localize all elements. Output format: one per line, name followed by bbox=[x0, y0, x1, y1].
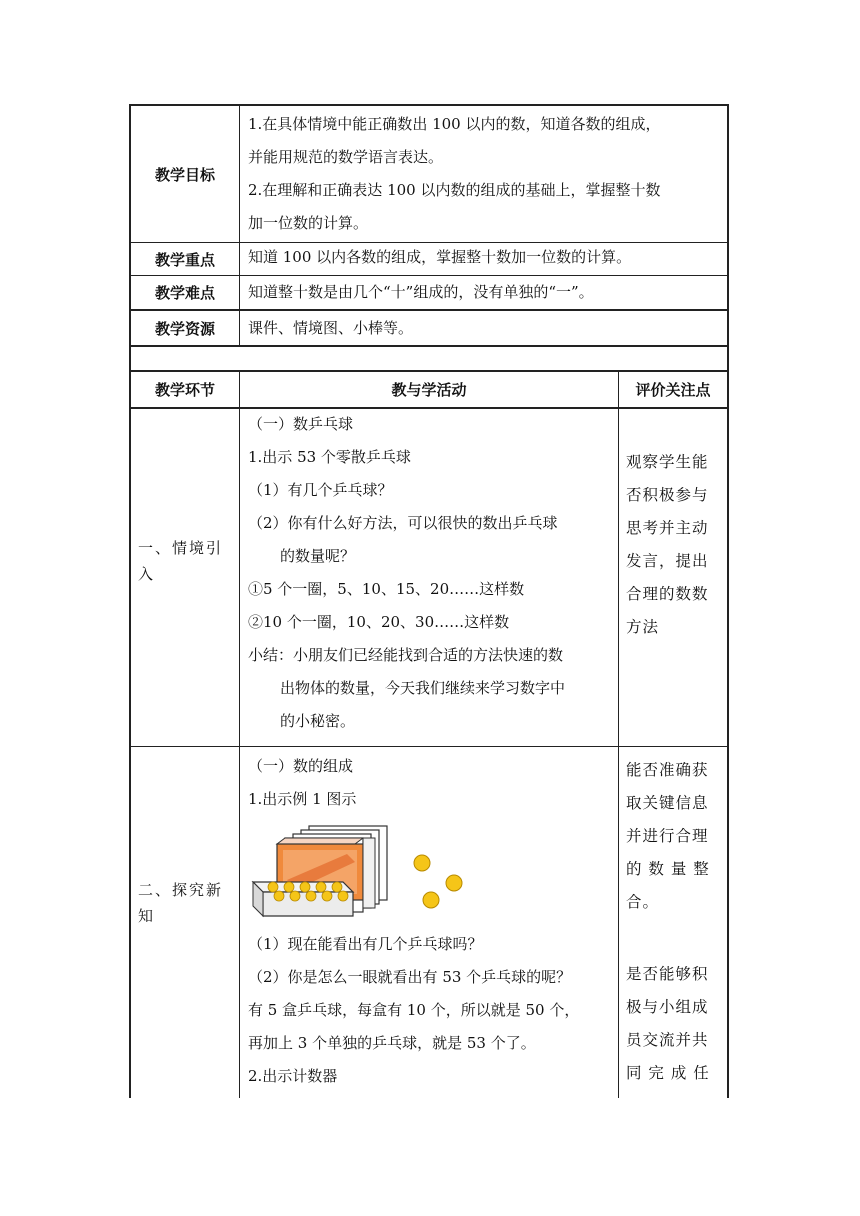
section1-activity bbox=[248, 408, 616, 738]
section2-phase: 二、探究新知 bbox=[138, 881, 224, 925]
goals-text bbox=[248, 108, 726, 240]
focus-line: 并进行合理 bbox=[626, 827, 709, 845]
row-divider-section1 bbox=[129, 746, 729, 747]
activity-line: 的数量呢？ bbox=[280, 547, 356, 565]
loose-balls bbox=[414, 855, 462, 908]
difficulty-text: 知道整十数是由几个“十”组成的，没有单独的“一”。 bbox=[248, 283, 594, 301]
activity-line: （2）你有什么好方法，可以很快的数出乒乓球 bbox=[248, 514, 558, 532]
focus-line: 取关键信息 bbox=[626, 794, 709, 812]
focus-column-divider bbox=[618, 371, 619, 1098]
activity-line: 再加上 3 个单独的乒乓球，就是 53 个了。 bbox=[248, 1034, 536, 1052]
activity-line: ②10 个一圈，10、20、30……这样数 bbox=[248, 613, 510, 631]
activity-line: （一）数乒乓球 bbox=[248, 415, 354, 433]
activity-line: （一）数的组成 bbox=[248, 757, 354, 775]
section2-focus-b bbox=[626, 958, 726, 1090]
goals-line: 加一位数的计算。 bbox=[248, 214, 369, 232]
activity-line: 小结：小朋友们已经能找到合适的方法快速的数 bbox=[248, 646, 564, 664]
focus-line: 极与小组成 bbox=[626, 998, 709, 1016]
focus-line: 发言，提出 bbox=[626, 552, 709, 570]
focus-line: 是否能够积 bbox=[626, 965, 709, 983]
focus-line: 否积极参与 bbox=[626, 486, 709, 504]
key-points-label: 教学重点 bbox=[154, 250, 215, 269]
goals-label: 教学目标 bbox=[154, 165, 215, 184]
section2-activity-top bbox=[248, 750, 616, 816]
key-points-text: 知道 100 以内各数的组成，掌握整十数加一位数的计算。 bbox=[248, 248, 632, 266]
phase-column-divider bbox=[239, 371, 240, 1098]
goals-line: 1.在具体情境中能正确数出 100 以内的数，知道各数的组成， bbox=[248, 115, 661, 133]
focus-line: 合理的数数 bbox=[626, 585, 709, 603]
focus-line: 员交流并共 bbox=[626, 1031, 709, 1049]
open-tray bbox=[253, 882, 353, 916]
header-activity: 教与学活动 bbox=[391, 381, 467, 399]
focus-line: 方法 bbox=[626, 618, 660, 636]
section2-focus-a bbox=[626, 754, 726, 919]
activity-line: 1.出示 53 个零散乒乓球 bbox=[248, 448, 411, 466]
focus-line: 合。 bbox=[626, 893, 660, 911]
activity-line: 2.出示计数器 bbox=[248, 1067, 338, 1085]
goals-line: 并能用规范的数学语言表达。 bbox=[248, 148, 444, 166]
goals-line: 2.在理解和正确表达 100 以内数的组成的基础上，掌握整十数 bbox=[248, 181, 661, 199]
focus-line: 同 完 成 任 bbox=[626, 1064, 710, 1082]
activity-line: 出物体的数量，今天我们继续来学习数字中 bbox=[280, 679, 566, 697]
section1-focus bbox=[626, 446, 726, 644]
focus-line: 思考并主动 bbox=[626, 519, 709, 537]
activity-line: 的小秘密。 bbox=[280, 712, 356, 730]
section1-phase: 一、情境引入 bbox=[138, 539, 224, 583]
activity-line: ①5 个一圈，5、10、15、20……这样数 bbox=[248, 580, 525, 598]
focus-line: 能否准确获 bbox=[626, 761, 709, 779]
section2-activity-bottom bbox=[248, 928, 616, 1093]
activity-line: （1）现在能看出有几个乒乓球吗？ bbox=[248, 935, 483, 953]
header-phase: 教学环节 bbox=[154, 381, 215, 399]
focus-line: 观察学生能 bbox=[626, 453, 709, 471]
activity-line: （1）有几个乒乓球？ bbox=[248, 481, 393, 499]
row-divider-resources bbox=[129, 345, 729, 347]
resources-text: 课件、情境图、小棒等。 bbox=[248, 319, 414, 337]
focus-line: 的 数 量 整 bbox=[626, 860, 710, 878]
resources-label: 教学资源 bbox=[154, 319, 215, 338]
header-focus: 评价关注点 bbox=[635, 381, 711, 399]
table-border-right bbox=[727, 104, 729, 1098]
ping-pong-boxes-illustration bbox=[247, 820, 477, 924]
difficulty-label: 教学难点 bbox=[154, 284, 215, 302]
activity-line: （2）你是怎么一眼就看出有 53 个乒乓球的呢？ bbox=[248, 968, 572, 986]
activity-line: 1.出示例 1 图示 bbox=[248, 790, 357, 808]
activity-line: 有 5 盒乒乓球，每盒有 10 个，所以就是 50 个， bbox=[248, 1001, 580, 1019]
